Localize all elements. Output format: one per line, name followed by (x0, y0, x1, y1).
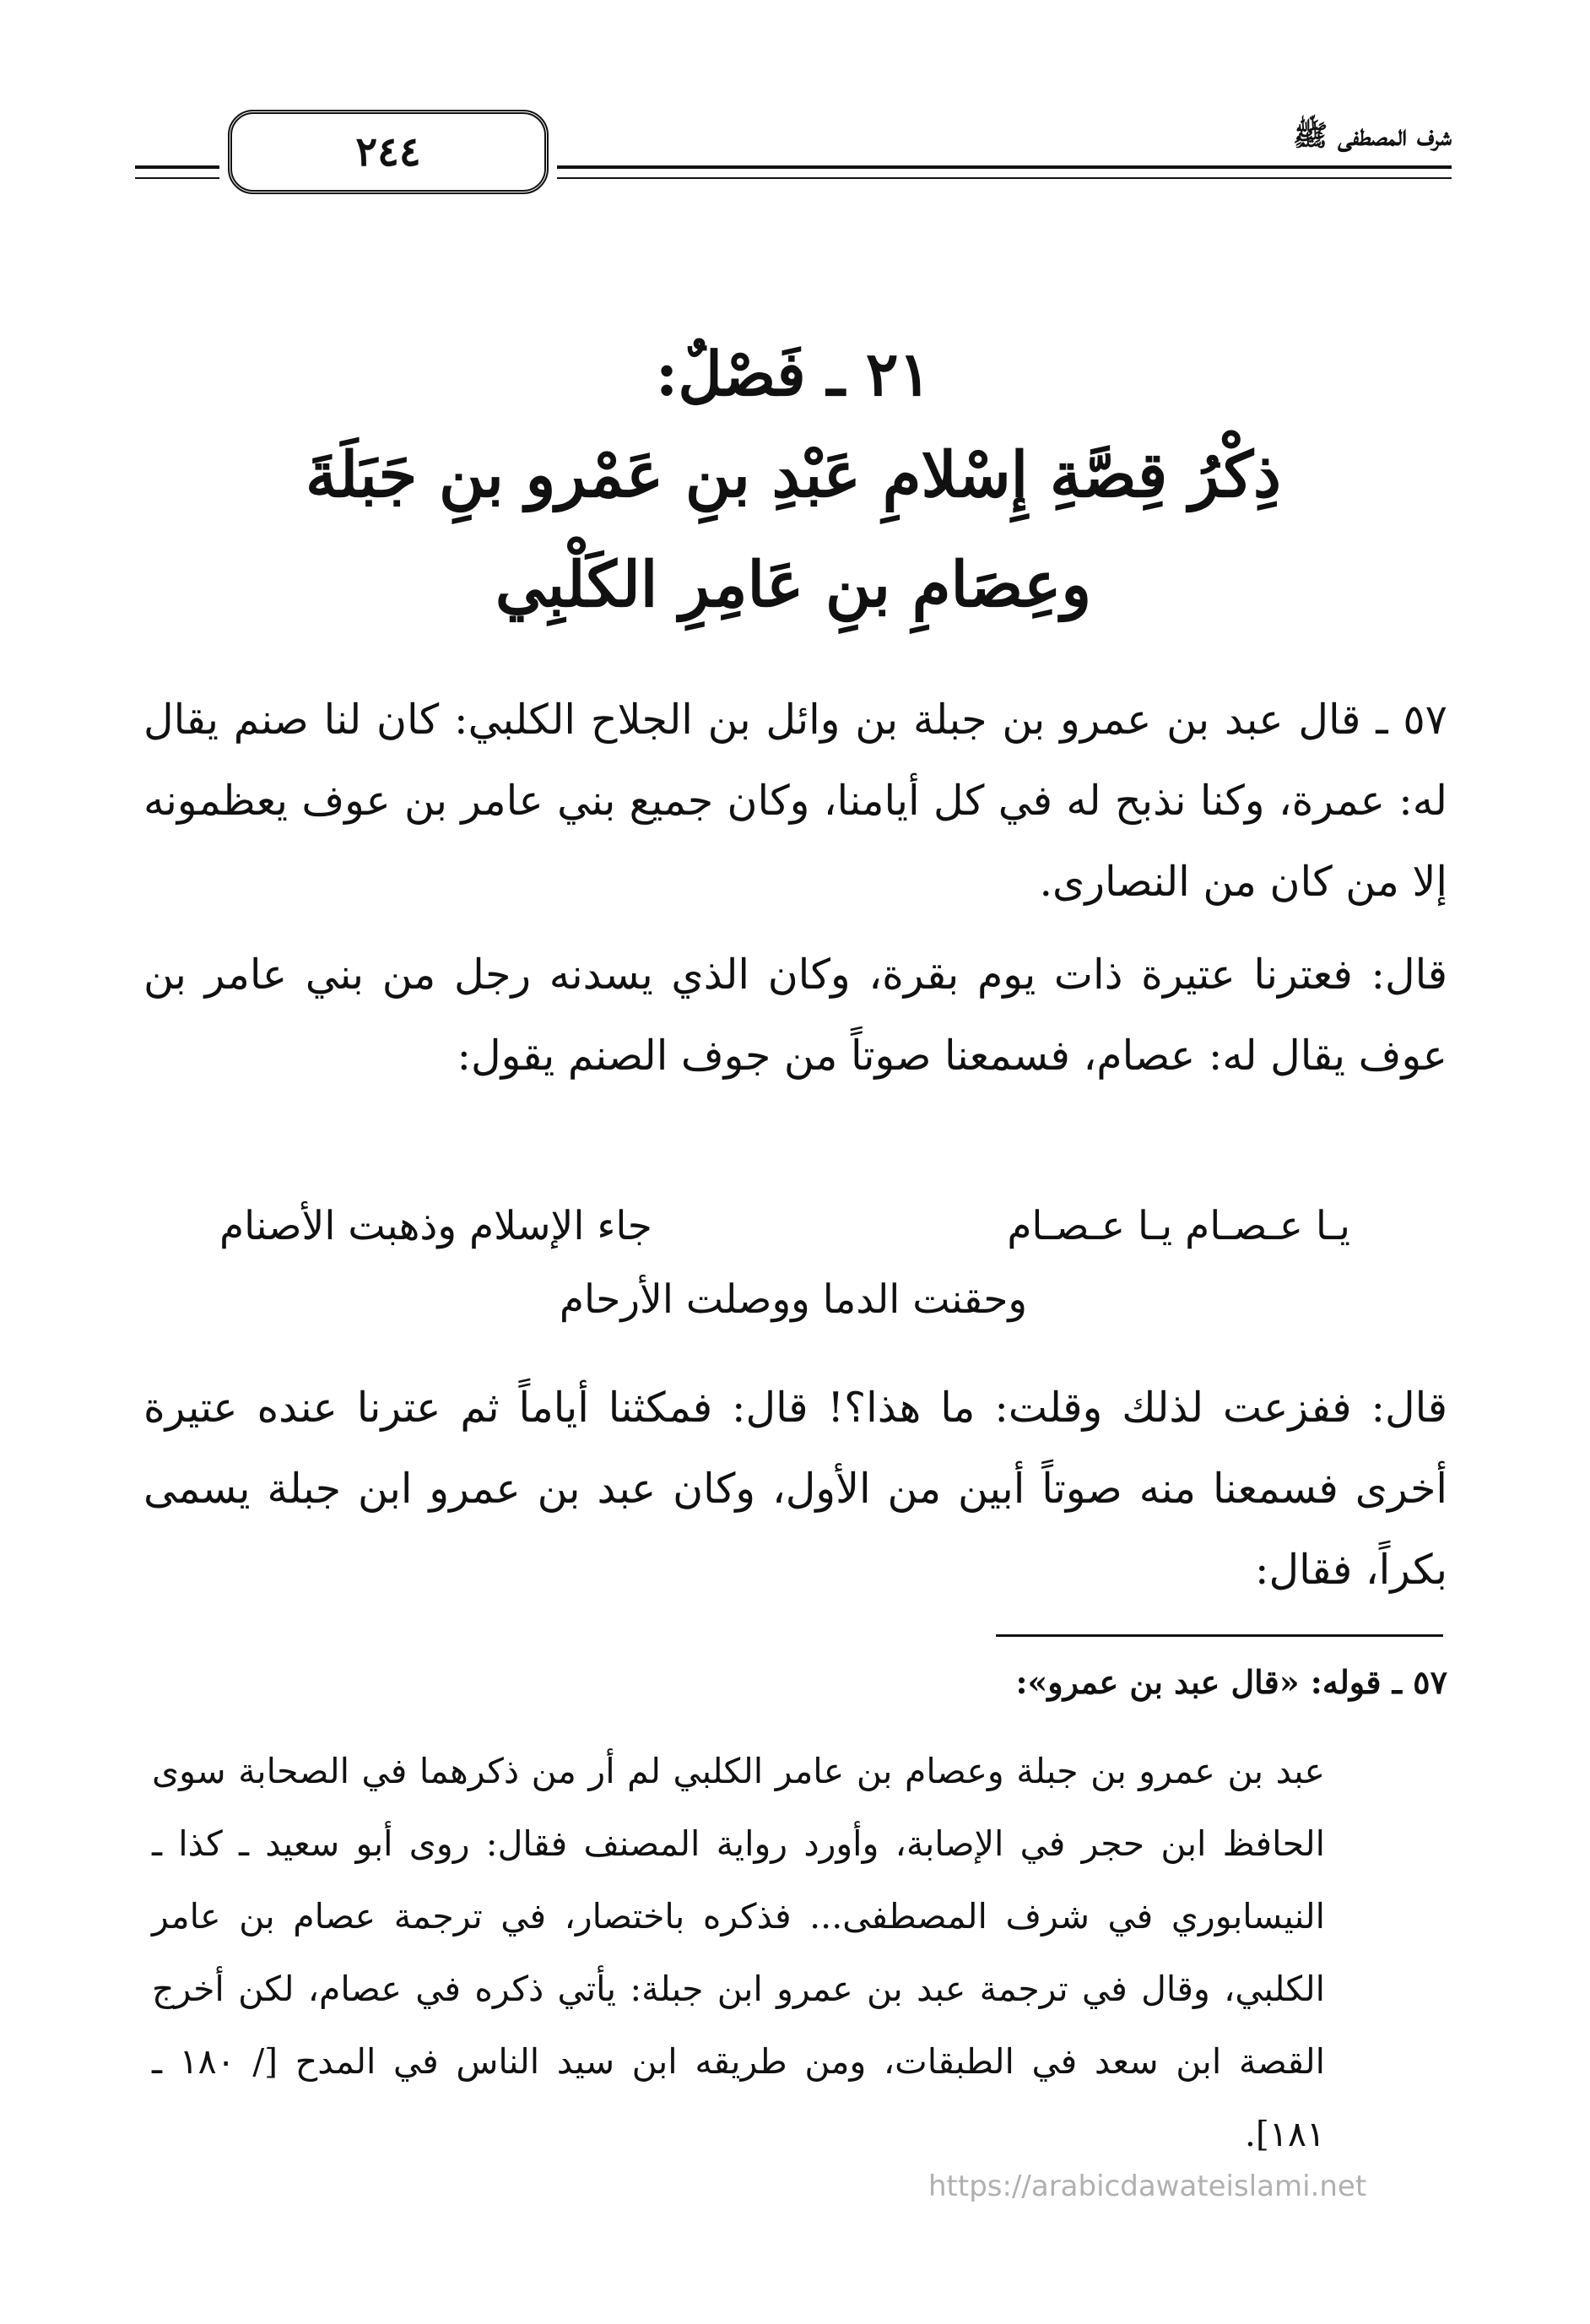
paragraph: ٥٧ ـ قال عبد بن عمرو بن جبلة بن وائل بن الجلاح الكلبي: كان لنا صنم يقال له: عمرة، وكنا نذبح له في كل أيامنا، وكان جميع بني عامر بن عوف يعظمونه إلا من كان من النصارى. (143, 696, 1447, 906)
page-number-box (228, 110, 549, 194)
footnote-paragraph: عبد بن عمرو بن جبلة وعصام بن عامر الكلبي لم أر من ذكرهما في الصحابة سوى الحافظ ابن حجر في الإصابة، وأورد رواية المصنف فقال: روى أبو سعيد ـ كذا ـ النيسابوري في شرف المصطفى... فذكره باختصار، في ترجمة عصام بن عامر الكلبي، وقال في ترجمة عبد بن عمرو ابن جبلة: يأتي ذكره في عصام، لكن أخرج القصة ابن سعد في الطبقات، ومن طريقه ابن سيد الناس في المدح [/ ١٨٠ ـ ١٨١]. (152, 1751, 1325, 2154)
footnote-text (152, 1735, 1325, 2170)
footnote-heading: ٥٧ ـ قوله: «قال عبد بن عمرو»: (1015, 1663, 1447, 1701)
body-text-continued (143, 1368, 1447, 1611)
book-title: شرف المصطفى ﷺ (1293, 119, 1452, 153)
page-number: ٢٤٤ (355, 128, 421, 176)
paragraph: قال: فعترنا عتيرة ذات يوم بقرة، وكان الذي يسدنه رجل من بني عامر بن عوف يقال له: عصام، فسمعنا صوتاً من جوف الصنم يقول: (143, 951, 1447, 1080)
header-rule-right (557, 165, 1452, 179)
footnote-separator (996, 1634, 1443, 1637)
verse-line-1 (169, 1203, 1418, 1262)
chapter-number: ٢١ ـ فَصْلٌ: (655, 338, 932, 409)
header-rule-left (135, 165, 219, 179)
verse-line-2: وحقنت الدما ووصلت الأرحام (559, 1276, 1028, 1323)
watermark-url: https://arabicdawateislami.net (928, 2170, 1367, 2203)
chapter-title-line-1: ذِكْرُ قِصَّةِ إِسْلامِ عَبْدِ بنِ عَمْرو بنِ جَبَلَةَ (305, 439, 1282, 512)
chapter-title-line-2: وعِصَامِ بنِ عَامِرِ الكَلْبِي (495, 549, 1092, 621)
verse-first-half: يـا عـصـام يـا عـصـام (1007, 1203, 1350, 1249)
page-header (135, 110, 1452, 194)
paragraph: قال: ففزعت لذلك وقلت: ما هذا؟! قال: فمكثنا أياماً ثم عترنا عنده عتيرة أخرى فسمعنا منه صوتاً أبين من الأول، وكان عبد بن عمرو ابن جبلة يسمى بكراً، فقال: (143, 1384, 1447, 1594)
verse-second-half: جاء الإسلام وذهبت الأصنام (219, 1203, 652, 1249)
body-text (143, 680, 1447, 1108)
